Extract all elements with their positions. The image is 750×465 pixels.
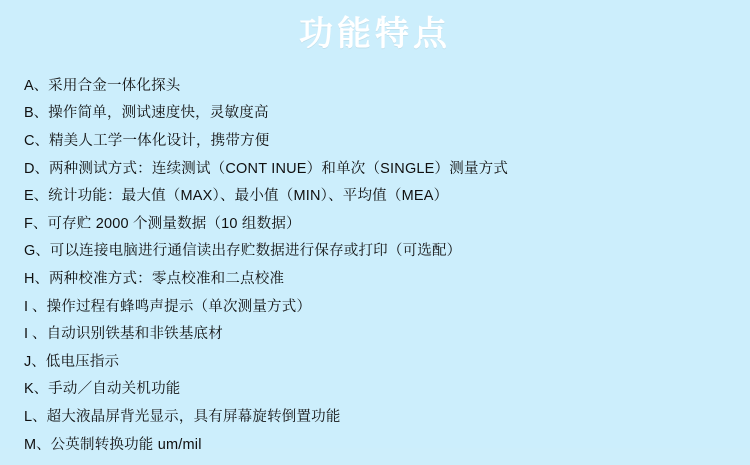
list-item-marker: L、 (24, 408, 47, 425)
list-item (24, 382, 726, 410)
list-item-marker: A、 (24, 77, 49, 94)
list-item (24, 162, 726, 190)
list-item-marker: I 、 (24, 326, 47, 343)
list-item-marker: J、 (24, 353, 46, 370)
list-item-marker: F、 (24, 215, 48, 232)
list-item-label: 可以连接电脑进行通信读出存贮数据进行保存或打印（可选配） (49, 243, 462, 260)
list-item-marker: I 、 (24, 298, 47, 315)
list-item-label: 采用合金一体化探头 (48, 77, 181, 94)
list-item-marker: C、 (24, 132, 49, 149)
list-item-marker: H、 (24, 270, 49, 287)
list-item-label: 低电压指示 (45, 353, 120, 370)
list-item (24, 134, 726, 162)
list-item (24, 244, 726, 272)
list-item-marker: G、 (24, 243, 50, 260)
list-item-label: 手动／自动关机功能 (48, 381, 181, 398)
list-item-marker: B、 (24, 105, 49, 122)
list-item-label: 超大液晶屏背光显示，具有屏幕旋转倒置功能 (46, 408, 341, 425)
list-item (24, 410, 726, 438)
list-item (24, 79, 726, 107)
list-item-label: 自动识别铁基和非铁基底材 (46, 326, 223, 343)
list-item-label: 操作过程有蜂鸣声提示（单次测量方式） (46, 298, 312, 315)
list-item (24, 438, 726, 465)
list-item-marker: D、 (24, 160, 49, 177)
list-item (24, 300, 726, 328)
list-item-label: 统计功能：最大值（MAX）、最小值（MIN）、平均值（MEA） (48, 188, 449, 205)
list-item (24, 106, 726, 134)
list-item-label: 公英制转换功能 um/mil (50, 436, 202, 453)
list-item-marker: K、 (24, 381, 49, 398)
list-item (24, 355, 726, 383)
list-item-marker: M、 (24, 436, 51, 453)
list-item-label: 两种测试方式：连续测试（CONT INUE）和单次（SINGLE）测量方式 (48, 160, 509, 177)
list-item (24, 272, 726, 300)
page-title: 功能特点 (299, 15, 451, 53)
list-item-label: 两种校准方式：零点校准和二点校准 (48, 270, 285, 287)
list-item-label: 精美人工学一体化设计，携带方便 (48, 132, 270, 149)
list-item-marker: E、 (24, 188, 49, 205)
feature-list (0, 61, 750, 465)
list-item-label: 可存贮 2000 个测量数据（10 组数据） (47, 215, 301, 232)
list-item (24, 189, 726, 217)
list-item (24, 327, 726, 355)
list-item (24, 217, 726, 245)
list-item-label: 操作简单，测试速度快，灵敏度高 (48, 105, 269, 122)
